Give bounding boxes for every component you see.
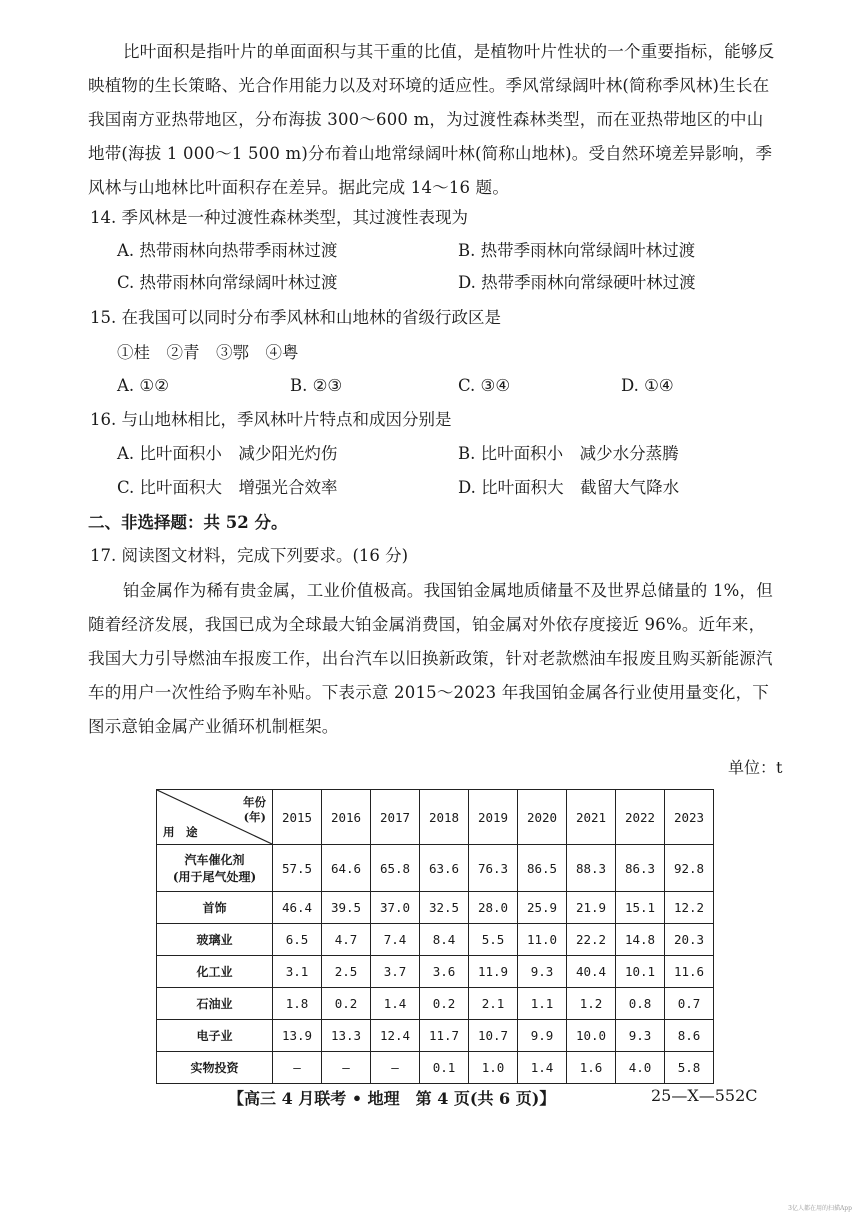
table-cell: 4.0 [616, 1052, 665, 1084]
usage-label: 首饰 [157, 892, 273, 924]
q15-option-b: B. ②③ [290, 376, 343, 395]
year-2015: 2015 [273, 790, 322, 845]
year-2019: 2019 [469, 790, 518, 845]
table-cell: — [371, 1052, 420, 1084]
table-cell: 64.6 [322, 845, 371, 892]
table-cell: 20.3 [665, 924, 714, 956]
q14-option-d: D. 热带季雨林向常绿硬叶林过渡 [458, 273, 696, 292]
table-cell: 13.9 [273, 1020, 322, 1052]
usage-label: 玻璃业 [157, 924, 273, 956]
question-16-stem: 16. 与山地林相比，季风林叶片特点和成因分别是 [90, 410, 452, 429]
q17-material-text: 铂金属作为稀有贵金属，工业价值极高。我国铂金属地质储量不及世界总储量的 1%，但随着经济发展，我国已成为全球最大铂金属消费国，铂金属对外依存度接近 96%。近年来，我国大力引导燃油车报废工作，出台汽车以旧换新政策，针对老款燃油车报废且购买新能源汽车的用户一次性给予购车补贴。下表示意 2015～2023 年我国铂金属各行业使用量变化，下图示意铂金属产业循环机制框架。 [88, 581, 773, 736]
table-cell: 11.0 [518, 924, 567, 956]
usage-label [157, 845, 273, 892]
section-title: 二、非选择题：共 52 分。 [88, 513, 288, 532]
table-cell: 37.0 [371, 892, 420, 924]
table-cell: 13.3 [322, 1020, 371, 1052]
table-cell: 12.4 [371, 1020, 420, 1052]
usage-label-note: (用于尾气处理) [172, 870, 257, 884]
scanner-watermark: 3亿人都在用的扫描App [788, 1205, 852, 1212]
q15-option-a: A. ①② [117, 376, 169, 395]
table-cell: 9.9 [518, 1020, 567, 1052]
table-cell: 1.6 [567, 1052, 616, 1084]
table-cell: 32.5 [420, 892, 469, 924]
table-row [157, 845, 714, 892]
table-row [157, 892, 714, 924]
q15-option-c: C. ③④ [458, 376, 511, 395]
usage-label: 石油业 [157, 988, 273, 1020]
table-cell: 40.4 [567, 956, 616, 988]
table-cell: 1.4 [518, 1052, 567, 1084]
table-cell: 1.8 [273, 988, 322, 1020]
table-cell: 0.8 [616, 988, 665, 1020]
usage-label: 实物投资 [157, 1052, 273, 1084]
table-cell: 39.5 [322, 892, 371, 924]
q17-material [88, 574, 778, 744]
intro-text: 比叶面积是指叶片的单面面积与其干重的比值，是植物叶片性状的一个重要指标，能够反映植物的生长策略、光合作用能力以及对环境的适应性。季风常绿阔叶林(简称季风林)生长在我国南方亚热带地区，分布海拔 300～600 m，为过渡性森林类型，而在亚热带地区的中山地带(海拔 1 000～1 500 m)分布着山地常绿阔叶林(简称山地林)。受自然环境差异影响，季风林与山地林比叶面积存在差异。据此完成 14～16 题。 [88, 42, 775, 197]
table-cell: 9.3 [518, 956, 567, 988]
q15-sub-items: ①桂 ②青 ③鄂 ④粤 [117, 343, 299, 362]
q16-option-b: B. 比叶面积小 减少水分蒸腾 [458, 444, 679, 463]
table-row [157, 988, 714, 1020]
table-cell: — [322, 1052, 371, 1084]
table-cell: 86.3 [616, 845, 665, 892]
table-cell: 88.3 [567, 845, 616, 892]
table-cell: 6.5 [273, 924, 322, 956]
table-cell: 8.6 [665, 1020, 714, 1052]
table-cell: — [273, 1052, 322, 1084]
usage-label: 化工业 [157, 956, 273, 988]
corner-usage-label: 用 途 [163, 825, 198, 839]
q15-option-d: D. ①④ [621, 376, 674, 395]
q16-option-a: A. 比叶面积小 减少阳光灼伤 [117, 444, 338, 463]
table-row [157, 924, 714, 956]
table-cell: 11.9 [469, 956, 518, 988]
table-cell: 1.1 [518, 988, 567, 1020]
table-cell: 10.1 [616, 956, 665, 988]
table-cell: 3.6 [420, 956, 469, 988]
question-17-stem: 17. 阅读图文材料，完成下列要求。(16 分) [90, 546, 409, 565]
table-cell: 14.8 [616, 924, 665, 956]
table-unit: 单位：t [728, 758, 783, 777]
table-cell: 11.7 [420, 1020, 469, 1052]
table-cell: 3.7 [371, 956, 420, 988]
year-2022: 2022 [616, 790, 665, 845]
table-cell: 0.2 [322, 988, 371, 1020]
table-cell: 28.0 [469, 892, 518, 924]
year-2020: 2020 [518, 790, 567, 845]
usage-label-main: 汽车催化剂 [184, 853, 245, 867]
year-2023: 2023 [665, 790, 714, 845]
table-cell: 4.7 [322, 924, 371, 956]
q14-option-b: B. 热带季雨林向常绿阔叶林过渡 [458, 241, 696, 260]
table-cell: 10.7 [469, 1020, 518, 1052]
q14-option-a: A. 热带雨林向热带季雨林过渡 [117, 241, 338, 260]
table-cell: 9.3 [616, 1020, 665, 1052]
table-cell: 1.2 [567, 988, 616, 1020]
table-cell: 86.5 [518, 845, 567, 892]
exam-code: 25—X—552C [651, 1086, 758, 1105]
table-row [157, 1020, 714, 1052]
table-cell: 25.9 [518, 892, 567, 924]
table-cell: 21.9 [567, 892, 616, 924]
table-cell: 12.2 [665, 892, 714, 924]
q16-option-c: C. 比叶面积大 增强光合效率 [117, 478, 338, 497]
intro-paragraph [88, 35, 778, 205]
table-cell: 92.8 [665, 845, 714, 892]
table-cell: 7.4 [371, 924, 420, 956]
year-2017: 2017 [371, 790, 420, 845]
table-cell: 8.4 [420, 924, 469, 956]
table-cell: 10.0 [567, 1020, 616, 1052]
year-2016: 2016 [322, 790, 371, 845]
table-cell: 46.4 [273, 892, 322, 924]
table-cell: 3.1 [273, 956, 322, 988]
table-cell: 15.1 [616, 892, 665, 924]
table-cell: 2.1 [469, 988, 518, 1020]
table-corner-cell [157, 790, 273, 845]
table-row [157, 1052, 714, 1084]
table-header-row [157, 790, 714, 845]
table-cell: 63.6 [420, 845, 469, 892]
year-2018: 2018 [420, 790, 469, 845]
table-cell: 0.2 [420, 988, 469, 1020]
table-cell: 0.7 [665, 988, 714, 1020]
q14-option-c: C. 热带雨林向常绿阔叶林过渡 [117, 273, 338, 292]
table-cell: 76.3 [469, 845, 518, 892]
year-2021: 2021 [567, 790, 616, 845]
table-cell: 57.5 [273, 845, 322, 892]
table-cell: 1.0 [469, 1052, 518, 1084]
corner-year-label: 年份 [243, 795, 266, 809]
table-cell: 5.8 [665, 1052, 714, 1084]
table-cell: 5.5 [469, 924, 518, 956]
page-footer: 【高三 4 月联考 • 地理 第 4 页(共 6 页)】 [228, 1089, 556, 1108]
question-14-stem: 14. 季风林是一种过渡性森林类型，其过渡性表现为 [90, 208, 468, 227]
table-cell: 65.8 [371, 845, 420, 892]
table-row [157, 956, 714, 988]
usage-label: 电子业 [157, 1020, 273, 1052]
q16-option-d: D. 比叶面积大 截留大气降水 [458, 478, 680, 497]
table-cell: 11.6 [665, 956, 714, 988]
question-15-stem: 15. 在我国可以同时分布季风林和山地林的省级行政区是 [90, 308, 501, 327]
platinum-usage-table [156, 789, 714, 1084]
table-cell: 0.1 [420, 1052, 469, 1084]
corner-year-unit: (年) [243, 810, 266, 824]
table-cell: 22.2 [567, 924, 616, 956]
table-cell: 2.5 [322, 956, 371, 988]
table-cell: 1.4 [371, 988, 420, 1020]
